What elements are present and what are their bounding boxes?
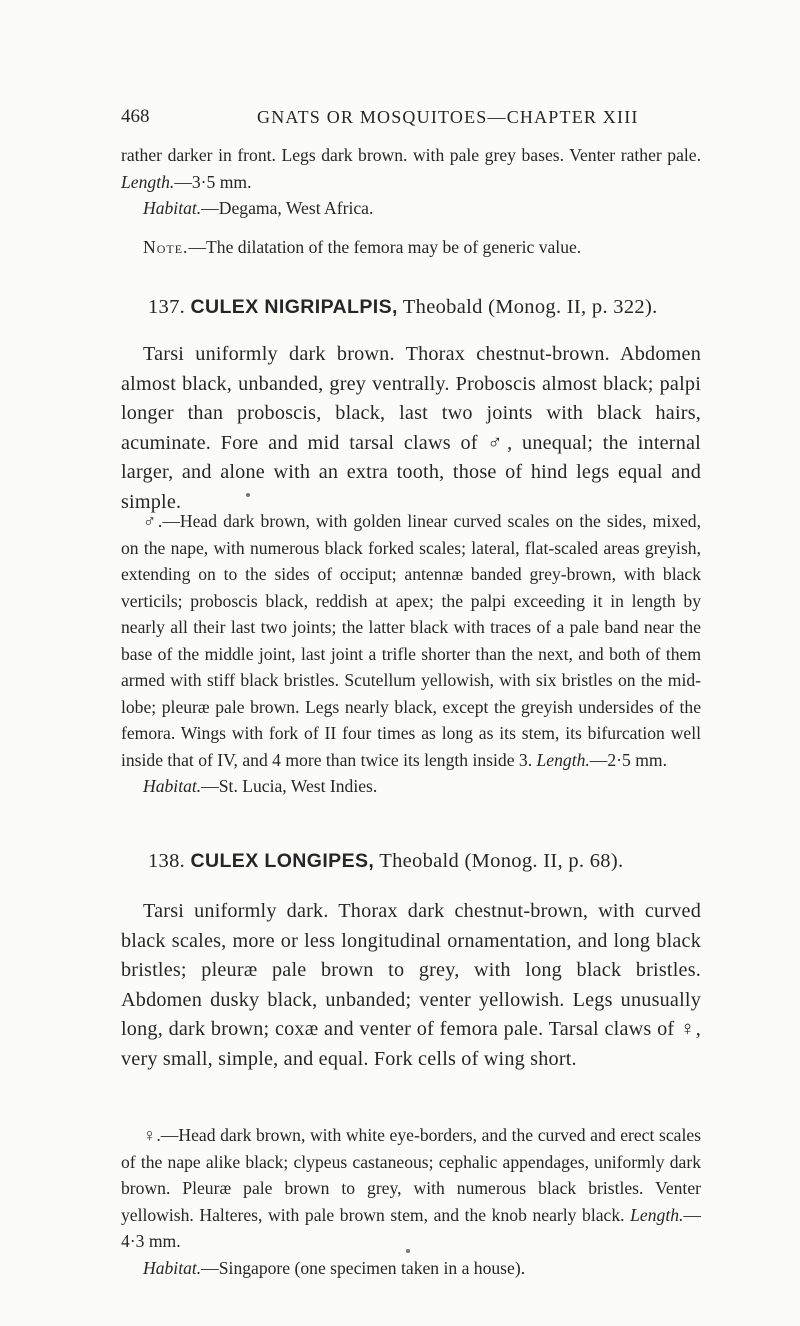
ink-speck bbox=[406, 1249, 410, 1253]
entry-summary bbox=[121, 897, 701, 1074]
habitat-label: Habitat. bbox=[143, 198, 202, 218]
entry-heading bbox=[148, 296, 658, 319]
length-label: Length. bbox=[121, 171, 175, 192]
description-text: .—Head dark brown, with golden linear curved scales on the sides, mixed, on the nape, with numerous black forked scales; lateral, flat-scaled areas greyish, extending on to the sides of occiput; antennæ banded grey-brown, with black verticils; proboscis black, reddish at apex; the palpi exceeding it in length by nearly all their last two joints; the latter black with traces of a pale band near the base of the middle joint, last joint a trifle shorter than the next, and both of them armed with stiff black bristles. Scutellum yellowish, with six bristles on the mid-lobe; pleuræ pale brown. Legs nearly black, except the greyish undersides of the femora. Wings with fork of II four times as long as its stem, its bifurcation well inside that of IV, and 4 more than twice its length inside 3. bbox=[121, 511, 702, 770]
habitat-value: —Degama, West Africa. bbox=[201, 198, 374, 218]
species-name: CULEX LONGIPES, bbox=[190, 850, 375, 872]
habitat-value: —Singapore (one specimen taken in a house). bbox=[201, 1257, 526, 1278]
entry-number: 138. bbox=[148, 850, 186, 872]
entry-summary bbox=[121, 340, 701, 517]
habitat-label: Habitat. bbox=[143, 776, 202, 796]
species-name: CULEX NIGRIPALPIS, bbox=[190, 296, 398, 318]
sex-symbol: ♂ bbox=[143, 511, 158, 531]
entry-number: 137. bbox=[148, 296, 186, 318]
intro-text: rather darker in front. Legs dark brown. with pale grey bases. Venter rather pale. bbox=[121, 145, 701, 165]
summary-text: Tarsi uniformly dark. Thorax dark chestnut-brown, with curved black scales, more or less longitudinal ornamentation, and long black bristles; pleuræ pale brown to grey, with long black bristles. Abdomen dusky black, unbanded; venter yellowish. Legs unusually long, dark brown; coxæ and venter of femora pale. Tarsal claws of ♀, very small, simple, and equal. Fork cells of wing short. bbox=[121, 900, 701, 1070]
habitat-label: Habitat. bbox=[143, 1257, 202, 1278]
entry-description bbox=[121, 1122, 701, 1281]
length-value: —3·5 mm. bbox=[174, 171, 252, 192]
entry-authority: Theobald (Monog. II, p. 68). bbox=[379, 850, 624, 872]
summary-text: Tarsi uniformly dark brown. Thorax chestnut-brown. Abdomen almost black, unbanded, grey ventrally. Proboscis almost black; palpi longer than proboscis, black, last two joints with black hairs, acuminate. Fore and mid tarsal claws of ♂, unequal; the internal larger, and alone with an extra tooth, those of hind legs equal and simple. bbox=[121, 343, 701, 513]
page-header bbox=[121, 97, 681, 137]
entry-heading bbox=[148, 850, 623, 873]
running-title: GNATS OR MOSQUITOES—CHAPTER XIII bbox=[257, 107, 639, 127]
length-value: —4·3 mm. bbox=[121, 1204, 701, 1251]
description-text: .—Head dark brown, with white eye-borders, and the curved and erect scales of the nape alike black; clypeus castaneous; cephalic appendages, uniformly dark brown. Pleuræ pale brown to grey, with numerous black bristles. Venter yellowish. Halteres, with pale brown stem, and the knob nearly black. bbox=[121, 1125, 701, 1225]
note-label: Note. bbox=[143, 236, 189, 257]
length-value: —2·5 mm. bbox=[589, 749, 667, 770]
length-label: Length. bbox=[630, 1204, 684, 1225]
sex-symbol: ♀ bbox=[143, 1125, 157, 1145]
length-label: Length. bbox=[536, 749, 590, 770]
entry-authority: Theobald (Monog. II, p. 322). bbox=[402, 296, 658, 318]
ink-speck bbox=[246, 493, 250, 497]
habitat-value: —St. Lucia, West Indies. bbox=[201, 776, 378, 796]
intro-paragraph bbox=[121, 142, 701, 260]
entry-description bbox=[121, 508, 701, 800]
page-number: 468 bbox=[121, 106, 150, 127]
note-text: —The dilatation of the femora may be of generic value. bbox=[188, 236, 582, 257]
